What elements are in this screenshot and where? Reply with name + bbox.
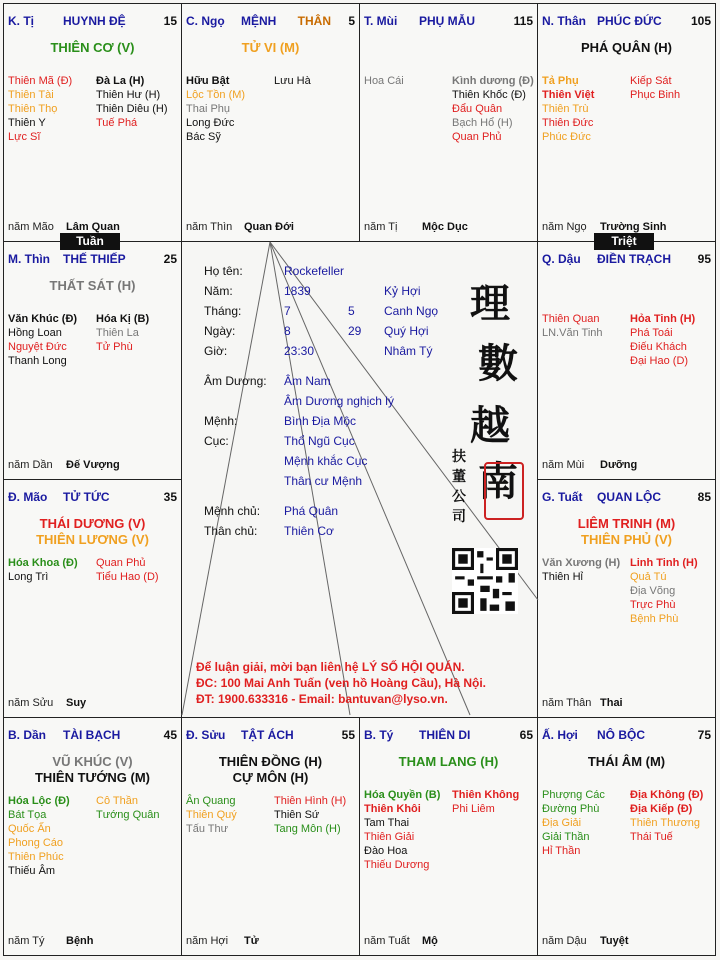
palace-stage: Lâm Quan: [66, 221, 120, 233]
minor-star: Thai Phụ: [186, 103, 231, 115]
minor-star: Trực Phù: [630, 599, 676, 611]
palace-age: 35: [163, 490, 177, 504]
minor-star: Đường Phù: [542, 803, 600, 815]
triet-tag: Triệt: [594, 233, 654, 250]
minor-star: Phượng Các: [542, 789, 605, 801]
ngay-label: Ngày:: [204, 324, 236, 338]
minor-star: Đẩu Quân: [452, 103, 503, 115]
palace-branch: Đ. Sửu: [186, 728, 226, 742]
gio-value: 23:30: [284, 344, 315, 358]
minor-star: Văn Xương (H): [542, 557, 621, 569]
nam-label: Năm:: [204, 284, 233, 298]
main-star: PHÁ QUÂN (H): [581, 40, 672, 55]
palace-age: 85: [697, 490, 711, 504]
minor-star: Thiên Tài: [8, 89, 54, 101]
palace-branch: K. Tị: [8, 14, 34, 28]
minor-star: Địa Giải: [542, 817, 582, 829]
main-star: THÁI ÂM (M): [587, 754, 666, 769]
minor-star: Tấu Thư: [186, 823, 229, 835]
minor-star: Thiên Thương: [630, 817, 701, 829]
palace-year: năm Thân: [542, 697, 592, 709]
minor-star: Thiếu Dương: [364, 859, 430, 871]
than-marker: THÂN: [297, 14, 331, 28]
main-star: THIÊN LƯƠNG (V): [36, 532, 149, 547]
minor-star: Thiên Y: [8, 117, 46, 129]
minor-star: Kiếp Sát: [630, 75, 672, 87]
amduong-label: Âm Dương:: [204, 374, 267, 388]
minor-star: Phong Cáo: [8, 837, 64, 849]
calligraphy-char-2: 數: [478, 340, 518, 387]
palace-name: PHỤ MẪU: [419, 14, 475, 28]
minor-star: Văn Khúc (Đ): [8, 313, 78, 325]
menh-label: Mệnh:: [204, 414, 238, 428]
palace-branch: Q. Dậu: [542, 252, 581, 266]
palace-name: ĐIỀN TRẠCH: [597, 252, 671, 266]
minor-star: Địa Kiếp (Đ): [630, 803, 693, 815]
gio-can: Nhâm Tý: [384, 344, 433, 358]
palace-year: năm Tị: [364, 221, 398, 233]
thang-can: Canh Ngọ: [384, 304, 439, 318]
palace-age: 45: [163, 728, 177, 742]
cuc-note-2: Thân cư Mệnh: [284, 474, 363, 488]
minor-star: Linh Tinh (H): [630, 557, 698, 569]
minor-star: Hóa Quyền (B): [364, 789, 441, 801]
minor-star: Thiên Khốc (Đ): [452, 89, 526, 101]
minor-star: Nguyệt Đức: [8, 341, 67, 353]
minor-star: Thiên Phúc: [8, 851, 64, 863]
palace-branch: Ấ. Hợi: [542, 728, 578, 742]
thanchu-value: Thiên Cơ: [284, 524, 334, 538]
minor-star: Thiên Việt: [542, 89, 595, 101]
palace-stage: Mộc Dục: [422, 221, 468, 233]
palace-branch: B. Tý: [364, 728, 394, 742]
minor-star: Quả Tú: [630, 571, 667, 583]
minor-star: Hữu Bật: [186, 75, 230, 87]
contact-line-1: Để luận giải, mời bạn liên hệ LÝ SỐ HỘI QUÁN.: [196, 660, 465, 674]
minor-star: Quan Phủ: [96, 557, 146, 569]
gio-label: Giờ:: [204, 344, 228, 358]
minor-star: Cô Thần: [96, 795, 138, 807]
ngay-can: Quý Hợi: [384, 324, 429, 338]
amduong-value: Âm Nam: [284, 374, 331, 388]
minor-star: Hoa Cái: [364, 75, 404, 87]
minor-star: Hóa Lộc (Đ): [8, 795, 70, 807]
palace-name: PHÚC ĐỨC: [597, 14, 662, 28]
minor-star: Lộc Tồn (M): [186, 89, 246, 101]
small-callig-2: 董: [452, 469, 466, 485]
palace-year: năm Sửu: [8, 697, 54, 709]
palace-stage: Mộ: [422, 935, 438, 947]
name-label: Họ tên:: [204, 264, 243, 278]
thang-label: Tháng:: [204, 304, 242, 318]
thanchu-label: Thân chủ:: [204, 524, 258, 538]
minor-star: Ân Quang: [186, 795, 236, 807]
minor-star: Lực Sĩ: [8, 131, 41, 143]
main-star: THÁI DƯƠNG (V): [39, 516, 146, 531]
palace-stage: Đế Vượng: [66, 459, 120, 471]
palace-year: năm Hợi: [186, 935, 229, 947]
minor-star: Thiên Mã (Đ): [8, 75, 73, 87]
minor-star: Thiếu Âm: [8, 865, 56, 877]
palace-age: 105: [690, 14, 711, 28]
palace-age: 55: [341, 728, 355, 742]
minor-star: Long Đức: [186, 117, 235, 129]
minor-star: Hồng Loan: [8, 327, 62, 339]
minor-star: Bệnh Phù: [630, 613, 679, 625]
minor-star: Long Trì: [8, 571, 49, 583]
main-star: CỰ MÔN (H): [232, 770, 309, 785]
minor-star: Thiên Quý: [186, 809, 237, 821]
palace-stage: Dưỡng: [600, 459, 638, 471]
palace-stage: Bệnh: [66, 935, 94, 947]
palace-age: 65: [519, 728, 533, 742]
minor-star: Lưu Hà: [274, 75, 311, 87]
minor-star: Tam Thai: [364, 817, 410, 829]
name-value: Rockefeller: [284, 264, 345, 278]
minor-star: Giải Thần: [542, 831, 590, 843]
palace-year: năm Ngọ: [542, 221, 587, 233]
tuan-tag: Tuần: [60, 233, 120, 250]
palace-year: năm Mão: [8, 221, 54, 233]
minor-star: Tang Môn (H): [274, 823, 341, 835]
minor-star: Hóa Kị (B): [96, 313, 150, 325]
palace-name: NÔ BỘC: [597, 728, 645, 742]
contact-line-3[interactable]: ĐT: 1900.633316 - Email: bantuvan@lyso.vn.: [196, 692, 448, 706]
calligraphy-char-3: 越: [470, 402, 510, 449]
main-star: TỬ VI (M): [241, 40, 300, 55]
contact-line-2: ĐC: 100 Mai Anh Tuấn (ven hồ Hoàng Cầu), Hà Nội.: [196, 676, 487, 690]
main-star: THIÊN PHỦ (V): [581, 532, 672, 547]
thang-a: 7: [284, 304, 291, 318]
minor-star: Hỏa Tinh (H): [630, 313, 696, 325]
menhchu-label: Mệnh chủ:: [204, 504, 261, 518]
palace-age: 5: [348, 14, 355, 28]
nam-value: 1839: [284, 284, 311, 298]
palace-name: TỬ TỨC: [63, 490, 110, 504]
minor-star: Thiên Khôi: [364, 803, 421, 815]
minor-star: LN.Văn Tinh: [542, 327, 603, 339]
palace-branch: T. Mùi: [364, 14, 398, 28]
palace-name: TẬT ÁCH: [241, 728, 294, 742]
minor-star: Phúc Đức: [542, 131, 591, 143]
minor-star: Tướng Quân: [96, 809, 160, 821]
qr-code-icon[interactable]: [452, 548, 518, 614]
palace-name: QUAN LỘC: [597, 490, 661, 504]
palace-branch: G. Tuất: [542, 490, 583, 504]
palace-year: năm Tuất: [364, 935, 410, 947]
minor-star: Tiểu Hao (D): [96, 571, 159, 583]
palace-name: TÀI BẠCH: [63, 728, 121, 742]
main-star: THIÊN TƯỚNG (M): [34, 770, 151, 785]
minor-star: Thiên Diêu (H): [96, 103, 168, 115]
palace-stage: Quan Đới: [244, 221, 294, 233]
minor-star: Địa Võng: [630, 585, 676, 597]
minor-star: Thiên Giải: [364, 831, 415, 843]
minor-star: Bác Sỹ: [186, 131, 221, 143]
main-star: VŨ KHÚC (V): [52, 754, 133, 769]
minor-star: Đào Hoa: [364, 845, 408, 857]
palace-age: 15: [163, 14, 177, 28]
minor-star: Thiên Hình (H): [274, 795, 347, 807]
minor-star: Điếu Khách: [630, 341, 687, 353]
minor-star: Thanh Long: [8, 355, 67, 367]
palace-stage: Thai: [600, 697, 623, 709]
palace-branch: C. Ngọ: [186, 14, 225, 28]
palace-year: năm Dậu: [542, 935, 587, 947]
minor-star: Thiên La: [96, 327, 139, 339]
palace-stage: Tuyệt: [600, 935, 629, 947]
main-star: THAM LANG (H): [398, 754, 499, 769]
palace-name: MỆNH: [241, 14, 277, 28]
minor-star: Đà La (H): [96, 75, 145, 87]
palace-stage: Trường Sinh: [600, 221, 667, 233]
minor-star: Thiên Trù: [542, 103, 589, 115]
minor-star: Thiên Sứ: [274, 809, 320, 821]
minor-star: Thái Tuế: [630, 831, 673, 843]
minor-star: Phá Toái: [630, 327, 673, 339]
palace-year: năm Tý: [8, 935, 45, 947]
nam-can: Kỷ Hợi: [384, 284, 421, 298]
minor-star: Bát Tọa: [8, 809, 47, 821]
main-star: LIÊM TRINH (M): [577, 516, 676, 531]
red-seal-icon: [484, 462, 524, 520]
minor-star: Kình dương (Đ): [452, 75, 534, 87]
palace-year: năm Thìn: [186, 221, 233, 233]
small-callig-1: 扶: [452, 449, 466, 465]
palace-branch: Đ. Mão: [8, 490, 48, 504]
ngay-b: 29: [348, 324, 362, 338]
menh-value: Bình Địa Mộc: [284, 414, 357, 428]
menhchu-value: Phá Quân: [284, 504, 339, 518]
main-star: THẤT SÁT (H): [49, 278, 136, 293]
palace-year: năm Dần: [8, 459, 53, 471]
minor-star: Phục Binh: [630, 89, 681, 101]
palace-age: 25: [163, 252, 177, 266]
palace-stage: Suy: [66, 697, 87, 709]
palace-name: THẾ THIẾP: [63, 252, 126, 266]
minor-star: Tả Phụ: [542, 75, 579, 87]
minor-star: Hóa Khoa (Đ): [8, 557, 78, 569]
minor-star: Tuế Phá: [96, 117, 138, 129]
minor-star: Phi Liêm: [452, 803, 495, 815]
palace-age: 115: [513, 14, 533, 28]
palace-branch: B. Dần: [8, 728, 47, 742]
minor-star: Thiên Hỉ: [542, 571, 583, 583]
palace-age: 75: [697, 728, 711, 742]
minor-star: Thiên Hư (H): [96, 89, 161, 101]
calligraphy-char-4: 南: [478, 458, 518, 505]
cuc-value: Thổ Ngũ Cục: [284, 434, 355, 448]
palace-year: năm Mùi: [542, 459, 585, 471]
calligraphy-char-1: 理: [470, 280, 510, 327]
minor-star: Địa Không (Đ): [630, 789, 704, 801]
thang-b: 5: [348, 304, 355, 318]
minor-star: Thiên Quan: [542, 313, 600, 325]
minor-star: Thiên Đức: [542, 117, 594, 129]
main-star: THIÊN CƠ (V): [50, 40, 135, 55]
palace-stage: Tử: [244, 935, 259, 947]
minor-star: Quan Phủ: [452, 131, 502, 143]
minor-star: Thiên Không: [452, 789, 520, 801]
minor-star: Quốc Ấn: [8, 823, 51, 835]
amduong-note: Âm Dương nghịch lý: [284, 394, 394, 408]
main-star: THIÊN ĐỒNG (H): [218, 754, 323, 769]
minor-star: Hỉ Thần: [542, 845, 581, 857]
palace-branch: N. Thân: [542, 14, 586, 28]
palace-name: THIÊN DI: [419, 728, 471, 742]
minor-star: Tử Phù: [96, 341, 133, 353]
palace-branch: M. Thìn: [8, 252, 50, 266]
minor-star: Bạch Hổ (H): [452, 117, 513, 129]
minor-star: Thiên Thọ: [8, 103, 58, 115]
palace-name: HUYNH ĐỆ: [63, 14, 126, 28]
small-callig-4: 司: [452, 509, 466, 525]
minor-star: Đại Hao (D): [630, 355, 689, 367]
cuc-note-1: Mệnh khắc Cục: [284, 454, 368, 468]
ngay-a: 8: [284, 324, 291, 338]
palace-age: 95: [697, 252, 711, 266]
small-callig-3: 公: [452, 489, 466, 505]
cuc-label: Cục:: [204, 434, 229, 448]
